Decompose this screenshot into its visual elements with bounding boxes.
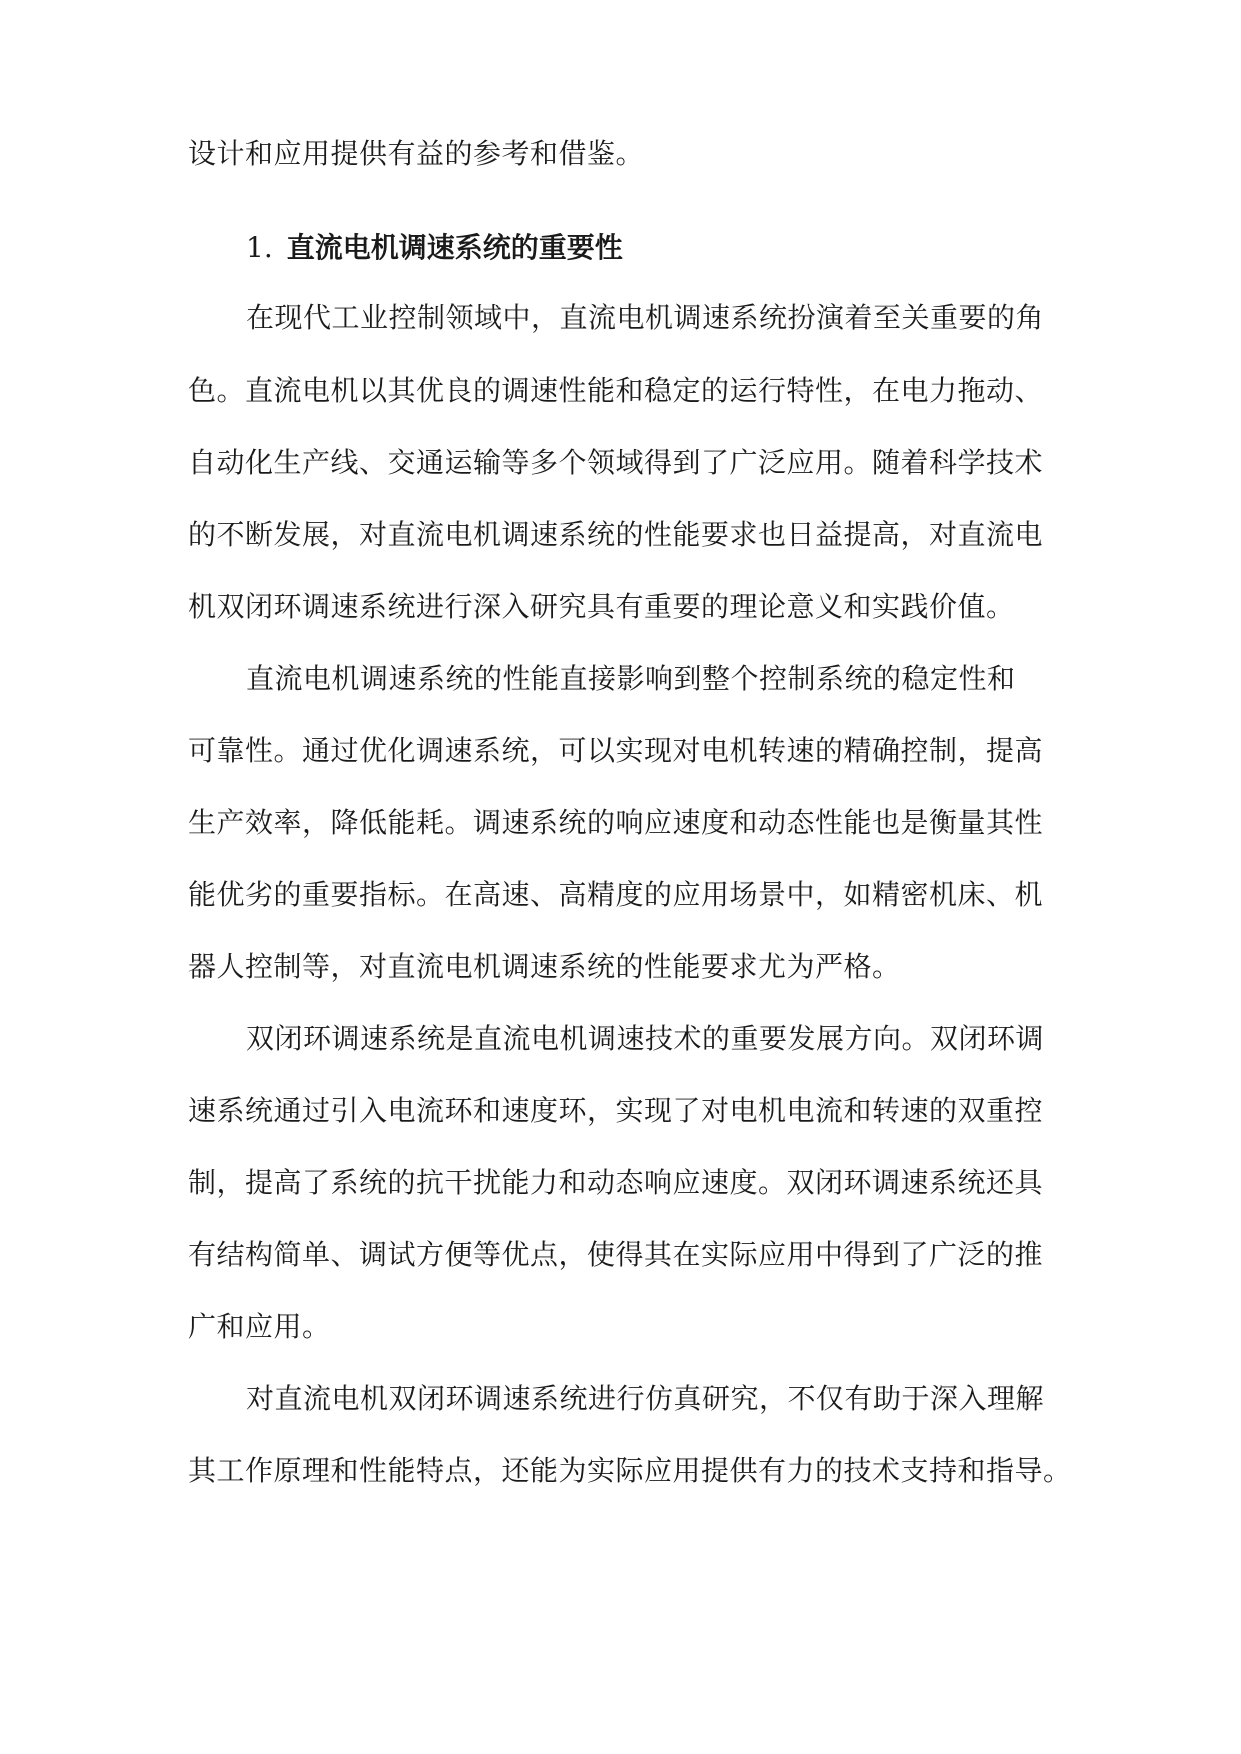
- paragraph-1-line-2: 色。直流电机以其优良的调速性能和稳定的运行特性，在电力拖动、: [188, 374, 1044, 407]
- paragraph-1-line-5: 机双闭环调速系统进行深入研究具有重要的理论意义和实践价值。: [188, 590, 1015, 623]
- paragraph-intro-tail: 设计和应用提供有益的参考和借鉴。: [188, 137, 645, 170]
- paragraph-2-line-5: 器人控制等，对直流电机调速系统的性能要求尤为严格。: [188, 950, 901, 983]
- paragraph-4-line-2: 其工作原理和性能特点，还能为实际应用提供有力的技术支持和指导。: [188, 1454, 1072, 1487]
- paragraph-3-line-3: 制，提高了系统的抗干扰能力和动态响应速度。双闭环调速系统还具: [188, 1166, 1044, 1199]
- paragraph-2-line-1: 直流电机调速系统的性能直接影响到整个控制系统的稳定性和: [246, 662, 1016, 695]
- paragraph-3-line-5: 广和应用。: [188, 1310, 331, 1343]
- paragraph-1-line-3: 自动化生产线、交通运输等多个领域得到了广泛应用。随着科学技术: [188, 446, 1044, 479]
- paragraph-1-line-4: 的不断发展，对直流电机调速系统的性能要求也日益提高，对直流电: [188, 518, 1044, 551]
- section-heading: [246, 228, 623, 268]
- paragraph-3-line-2: 速系统通过引入电流环和速度环，实现了对电机电流和转速的双重控: [188, 1094, 1044, 1127]
- paragraph-4-line-1: 对直流电机双闭环调速系统进行仿真研究，不仅有助于深入理解: [246, 1382, 1045, 1415]
- paragraph-2-line-4: 能优劣的重要指标。在高速、高精度的应用场景中，如精密机床、机: [188, 878, 1044, 911]
- paragraph-1-line-1: 在现代工业控制领域中，直流电机调速系统扮演着至关重要的角: [246, 301, 1045, 334]
- paragraph-2-line-2: 可靠性。通过优化调速系统，可以实现对电机转速的精确控制，提高: [188, 734, 1044, 767]
- section-number: 1.: [246, 231, 273, 264]
- paragraph-3-line-1: 双闭环调速系统是直流电机调速技术的重要发展方向。双闭环调: [246, 1022, 1045, 1055]
- section-title: 直流电机调速系统的重要性: [286, 231, 623, 264]
- paragraph-3-line-4: 有结构简单、调试方便等优点，使得其在实际应用中得到了广泛的推: [188, 1238, 1044, 1271]
- paragraph-2-line-3: 生产效率，降低能耗。调速系统的响应速度和动态性能也是衡量其性: [188, 806, 1044, 839]
